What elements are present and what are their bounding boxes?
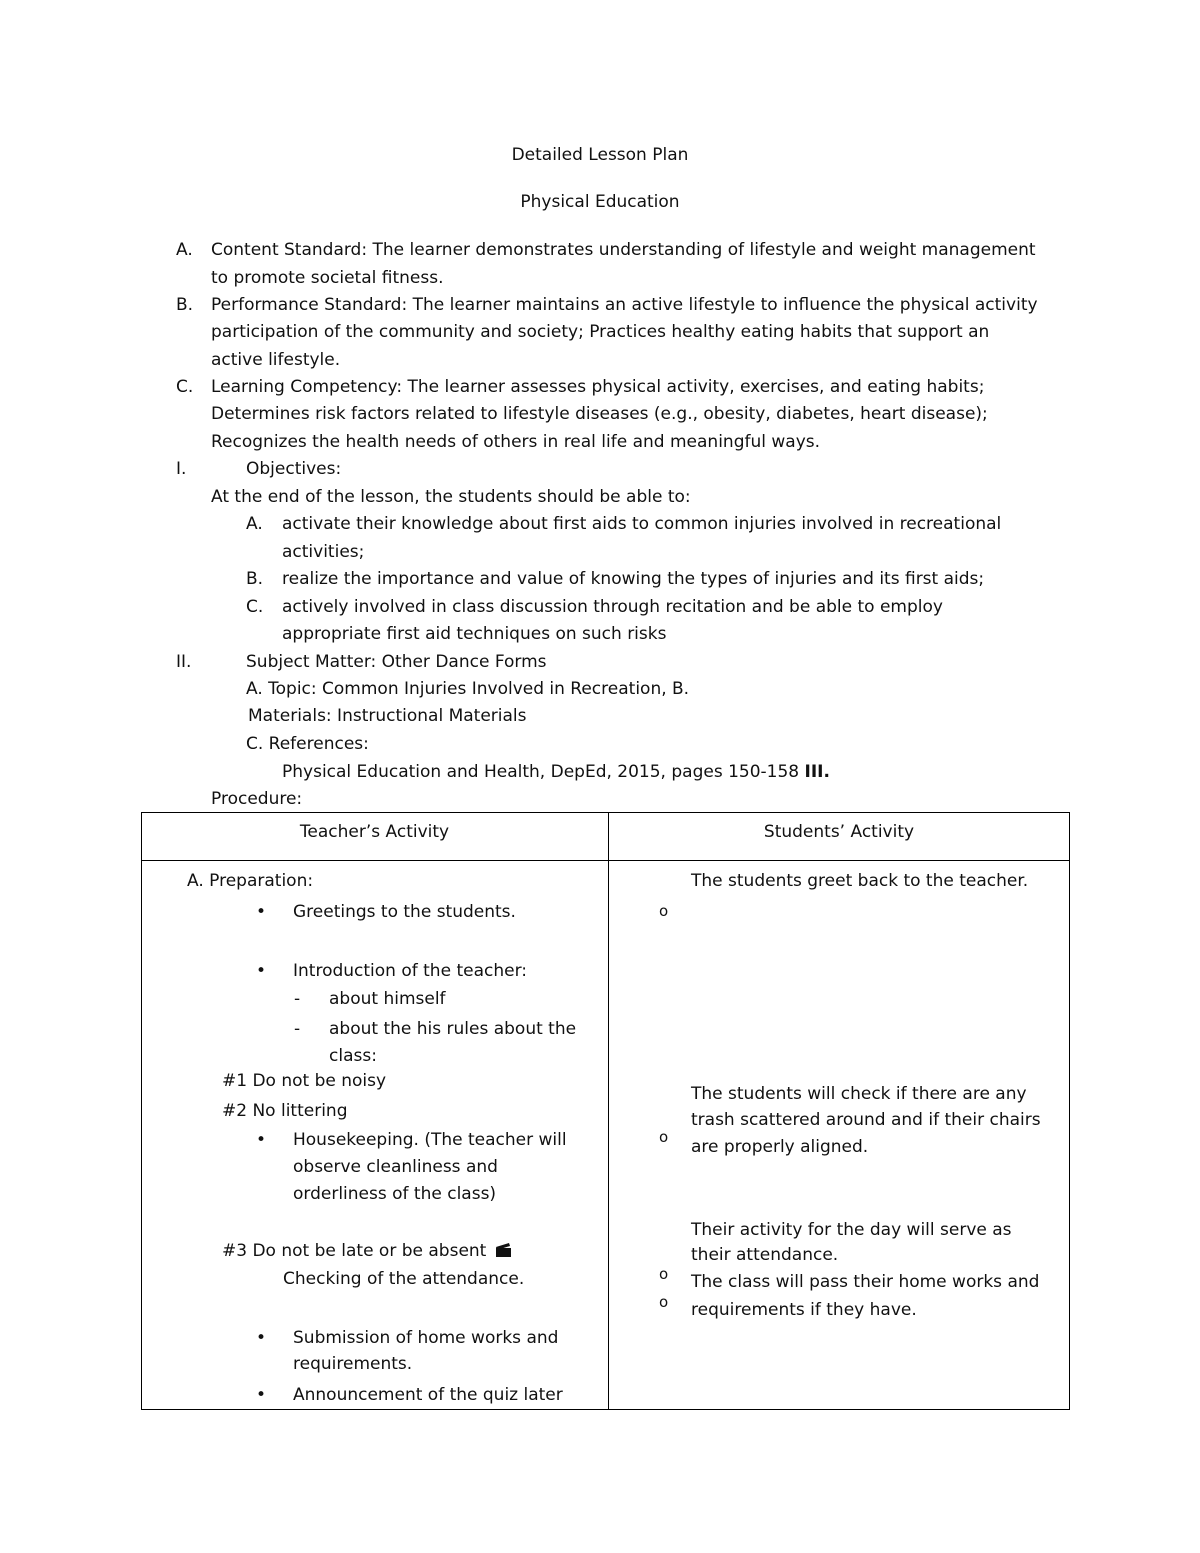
objective-letter: A. bbox=[246, 514, 263, 534]
introduction-item: Introduction of the teacher: bbox=[293, 961, 527, 981]
housekeeping-item: Housekeeping. (The teacher will bbox=[293, 1130, 567, 1150]
teacher-activity-header: Teacher’s Activity bbox=[299, 822, 450, 842]
circle-bullet-icon: o bbox=[659, 1265, 669, 1283]
standard-line: Performance Standard: The learner maintains an active lifestyle to influence the physical activity bbox=[211, 295, 1038, 315]
submission-item: requirements. bbox=[293, 1354, 413, 1374]
references-label: C. References: bbox=[246, 734, 369, 754]
objectives-intro: At the end of the lesson, the students should be able to: bbox=[211, 487, 691, 507]
student-response: their attendance. bbox=[691, 1245, 839, 1265]
standard-letter: A. bbox=[176, 240, 193, 260]
objective-letter: C. bbox=[246, 597, 264, 617]
greetings-item: Greetings to the students. bbox=[293, 902, 516, 922]
dash-icon: - bbox=[294, 1019, 301, 1039]
objective-letter: B. bbox=[246, 569, 264, 589]
section-heading: Objectives: bbox=[246, 459, 342, 479]
bullet-icon: • bbox=[256, 961, 267, 981]
housekeeping-item: orderliness of the class) bbox=[293, 1184, 497, 1204]
bullet-icon: • bbox=[256, 1328, 267, 1348]
standard-letter: C. bbox=[176, 377, 194, 397]
table-header-divider bbox=[141, 860, 1070, 861]
objective-line: appropriate first aid techniques on such risks bbox=[282, 624, 667, 644]
section-numeral: I. bbox=[176, 459, 187, 479]
student-response: The students greet back to the teacher. bbox=[691, 871, 1029, 891]
section-heading: Subject Matter: Other Dance Forms bbox=[246, 652, 547, 672]
student-response: requirements if they have. bbox=[691, 1300, 917, 1320]
objective-line: realize the importance and value of knowing the types of injuries and its first aids; bbox=[282, 569, 985, 589]
student-response: trash scattered around and if their chairs bbox=[691, 1110, 1041, 1130]
standard-line: active lifestyle. bbox=[211, 350, 341, 370]
objective-line: activities; bbox=[282, 542, 365, 562]
rule-item: #3 Do not be late or be absent bbox=[222, 1241, 487, 1261]
reference-line bbox=[282, 762, 830, 782]
bullet-icon: • bbox=[256, 1130, 267, 1150]
document-subtitle: Physical Education bbox=[520, 192, 680, 212]
clapperboard-icon bbox=[495, 1242, 513, 1263]
circle-bullet-icon: o bbox=[659, 1293, 669, 1311]
attendance-item: Checking of the attendance. bbox=[283, 1269, 525, 1289]
sub-item: about himself bbox=[329, 989, 446, 1009]
procedure-label: Procedure: bbox=[211, 789, 303, 809]
bullet-icon: • bbox=[256, 902, 267, 922]
student-response: are properly aligned. bbox=[691, 1137, 869, 1157]
standard-line: Learning Competency: The learner assesses physical activity, exercises, and eating habits; bbox=[211, 377, 985, 397]
reference-text: Physical Education and Health, DepEd, 2015, pages 150-158 bbox=[282, 762, 805, 782]
circle-bullet-icon: o bbox=[659, 1128, 669, 1146]
students-activity-header: Students’ Activity bbox=[763, 822, 915, 842]
standard-line: Content Standard: The learner demonstrates understanding of lifestyle and weight management bbox=[211, 240, 1036, 260]
topic-line: A. Topic: Common Injuries Involved in Recreation, B. bbox=[246, 679, 690, 699]
submission-item: Submission of home works and bbox=[293, 1328, 559, 1348]
housekeeping-item: observe cleanliness and bbox=[293, 1157, 498, 1177]
announcement-item: Announcement of the quiz later bbox=[293, 1385, 563, 1405]
section-numeral: III. bbox=[804, 762, 830, 782]
standard-line: participation of the community and society; Practices healthy eating habits that support an bbox=[211, 322, 990, 342]
dash-icon: - bbox=[294, 989, 301, 1009]
preparation-heading: A. Preparation: bbox=[187, 871, 314, 891]
materials-line: Materials: Instructional Materials bbox=[248, 706, 527, 726]
objective-line: actively involved in class discussion through recitation and be able to employ bbox=[282, 597, 943, 617]
rule-item: #2 No littering bbox=[222, 1101, 348, 1121]
document-title: Detailed Lesson Plan bbox=[511, 145, 689, 165]
student-response: Their activity for the day will serve as bbox=[691, 1220, 1012, 1240]
objective-line: activate their knowledge about first aids to common injuries involved in recreational bbox=[282, 514, 1002, 534]
rule-item: #1 Do not be noisy bbox=[222, 1071, 387, 1091]
student-response: The students will check if there are any bbox=[691, 1084, 1027, 1104]
standard-letter: B. bbox=[176, 295, 194, 315]
section-numeral: II. bbox=[176, 652, 192, 672]
bullet-icon: • bbox=[256, 1385, 267, 1405]
student-response: The class will pass their home works and bbox=[691, 1272, 1040, 1292]
circle-bullet-icon: o bbox=[659, 902, 669, 920]
standard-line: Determines risk factors related to lifestyle diseases (e.g., obesity, diabetes, heart disease); bbox=[211, 404, 988, 424]
sub-item: about the his rules about the bbox=[329, 1019, 577, 1039]
sub-item-continued: class: bbox=[329, 1046, 377, 1066]
standard-line: Recognizes the health needs of others in real life and meaningful ways. bbox=[211, 432, 821, 452]
standard-line: to promote societal fitness. bbox=[211, 268, 444, 288]
table-column-divider bbox=[608, 812, 609, 1410]
